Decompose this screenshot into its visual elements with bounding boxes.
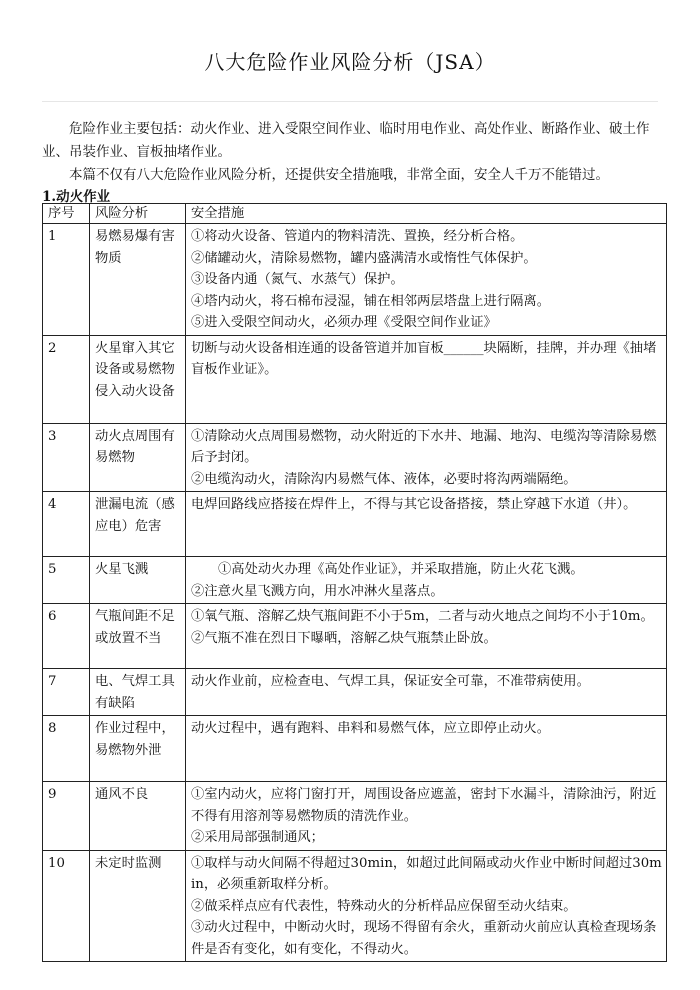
risk-analysis: 通风不良 bbox=[90, 782, 186, 851]
measure-item: 动火作业前，应检查电、气焊工具，保证安全可靠，不准带病使用。 bbox=[191, 674, 590, 689]
row-number: 10 bbox=[43, 850, 90, 962]
row-number: 2 bbox=[43, 335, 90, 423]
table-row bbox=[43, 669, 667, 716]
safety-measures bbox=[186, 557, 667, 604]
table-row bbox=[43, 423, 667, 492]
safety-measures bbox=[186, 604, 667, 669]
row-number: 6 bbox=[43, 604, 90, 669]
safety-measures bbox=[186, 224, 667, 336]
jsa-table bbox=[42, 203, 667, 962]
header-divider bbox=[42, 101, 658, 102]
measure-item: ③设备内通（氮气、水蒸气）保护。 bbox=[191, 272, 404, 287]
intro-paragraph-2: 本篇不仅有八大危险作业风险分析，还提供安全措施哦，非常全面，安全人千万不能错过。 bbox=[69, 167, 609, 183]
measure-item: ②注意火星飞溅方向，用水冲淋火星落点。 bbox=[191, 583, 444, 599]
measure-item: ①清除动火点周围易燃物，动火附近的下水井、地漏、地沟、电缆沟等清除易燃后予封闭。 bbox=[191, 428, 657, 465]
intro-paragraph-1: 危险作业主要包括：动火作业、进入受限空间作业、临时用电作业、高处作业、断路作业、破土作业、吊装作业、盲板抽堵作业。 bbox=[42, 121, 650, 160]
risk-analysis: 作业过程中，易燃物外泄 bbox=[90, 716, 186, 782]
document-title: 八大危险作业风险分析（JSA） bbox=[204, 50, 496, 74]
header-no: 序号 bbox=[43, 204, 90, 224]
row-number: 1 bbox=[43, 224, 90, 336]
measure-item: ①取样与动火间隔不得超过30min，如超过此间隔或动火作业中断时间超过30min，必须重新取样分析。 bbox=[191, 855, 662, 892]
row-number: 8 bbox=[43, 716, 90, 782]
intro-text bbox=[42, 118, 660, 187]
risk-analysis: 火星飞溅 bbox=[90, 557, 186, 604]
risk-analysis: 气瓶间距不足或放置不当 bbox=[90, 604, 186, 669]
table-row bbox=[43, 335, 667, 423]
measure-item: 切断与动火设备相连通的设备管道并加盲板______块隔断，挂牌，并办理《抽堵盲板作业证》。 bbox=[191, 340, 657, 377]
risk-analysis: 电、气焊工具有缺陷 bbox=[90, 669, 186, 716]
measure-item: ①高处动火办理《高处作业证》，并采取措施，防止火花飞溅。 bbox=[218, 562, 584, 577]
measure-item: ③动火过程中，中断动火时，现场不得留有余火，重新动火前应认真检查现场条件是否有变化，如有变化，不得动火。 bbox=[191, 920, 657, 957]
risk-analysis: 易燃易爆有害物质 bbox=[90, 224, 186, 336]
safety-measures bbox=[186, 782, 667, 851]
safety-measures bbox=[186, 335, 667, 423]
risk-analysis: 泄漏电流（感应电）危害 bbox=[90, 492, 186, 557]
row-number: 9 bbox=[43, 782, 90, 851]
row-number: 3 bbox=[43, 423, 90, 492]
header-risk: 风险分析 bbox=[90, 204, 186, 224]
row-number: 5 bbox=[43, 557, 90, 604]
row-number: 4 bbox=[43, 492, 90, 557]
risk-analysis: 动火点周围有易燃物 bbox=[90, 423, 186, 492]
table-row bbox=[43, 224, 667, 336]
table-row bbox=[43, 850, 667, 962]
table-row bbox=[43, 604, 667, 669]
section-title: 1.动火作业 bbox=[42, 189, 111, 205]
measure-item: ②电缆沟动火，清除沟内易燃气体、液体，必要时将沟两端隔绝。 bbox=[191, 471, 577, 487]
measure-item: ④塔内动火，将石棉布浸湿，铺在相邻两层塔盘上进行隔离。 bbox=[191, 293, 551, 309]
table-row bbox=[43, 492, 667, 557]
safety-measures bbox=[186, 492, 667, 557]
safety-measures bbox=[186, 850, 667, 962]
table-header-row bbox=[43, 204, 667, 224]
measure-item: ①室内动火，应将门窗打开，周围设备应遮盖，密封下水漏斗，清除油污，附近不得有用溶剂等易燃物质的清洗作业。 bbox=[191, 787, 657, 824]
safety-measures bbox=[186, 716, 667, 782]
measure-item: ②储罐动火，清除易燃物，罐内盛满清水或惰性气体保护。 bbox=[191, 250, 537, 266]
measure-item: ②采用局部强制通风； bbox=[191, 830, 324, 845]
risk-analysis: 未定时监测 bbox=[90, 850, 186, 962]
header-measures: 安全措施 bbox=[186, 204, 667, 224]
table-row bbox=[43, 782, 667, 851]
table-row bbox=[43, 716, 667, 782]
measure-item: 电焊回路线应搭接在焊件上，不得与其它设备搭接，禁止穿越下水道（井）。 bbox=[191, 497, 637, 512]
row-number: 7 bbox=[43, 669, 90, 716]
table-row bbox=[43, 557, 667, 604]
measure-item: ⑤进入受限空间动火，必须办理《受限空间作业证》 bbox=[191, 315, 497, 330]
measure-item: ②气瓶不准在烈日下曝晒，溶解乙炔气瓶禁止卧放。 bbox=[191, 630, 497, 646]
measure-item: ②做采样点应有代表性，特殊动火的分析样品应保留至动火结束。 bbox=[191, 898, 577, 914]
safety-measures bbox=[186, 669, 667, 716]
safety-measures bbox=[186, 423, 667, 492]
measure-item: ①氧气瓶、溶解乙炔气瓶间距不小于5m，二者与动火地点之间均不小于10m。 bbox=[191, 609, 654, 624]
measure-item: 动火过程中，遇有跑料、串料和易燃气体，应立即停止动火。 bbox=[191, 721, 551, 736]
risk-analysis: 火星窜入其它设备或易燃物侵入动火设备 bbox=[90, 335, 186, 423]
measure-item: ①将动火设备、管道内的物料清洗、置换，经分析合格。 bbox=[191, 229, 524, 244]
